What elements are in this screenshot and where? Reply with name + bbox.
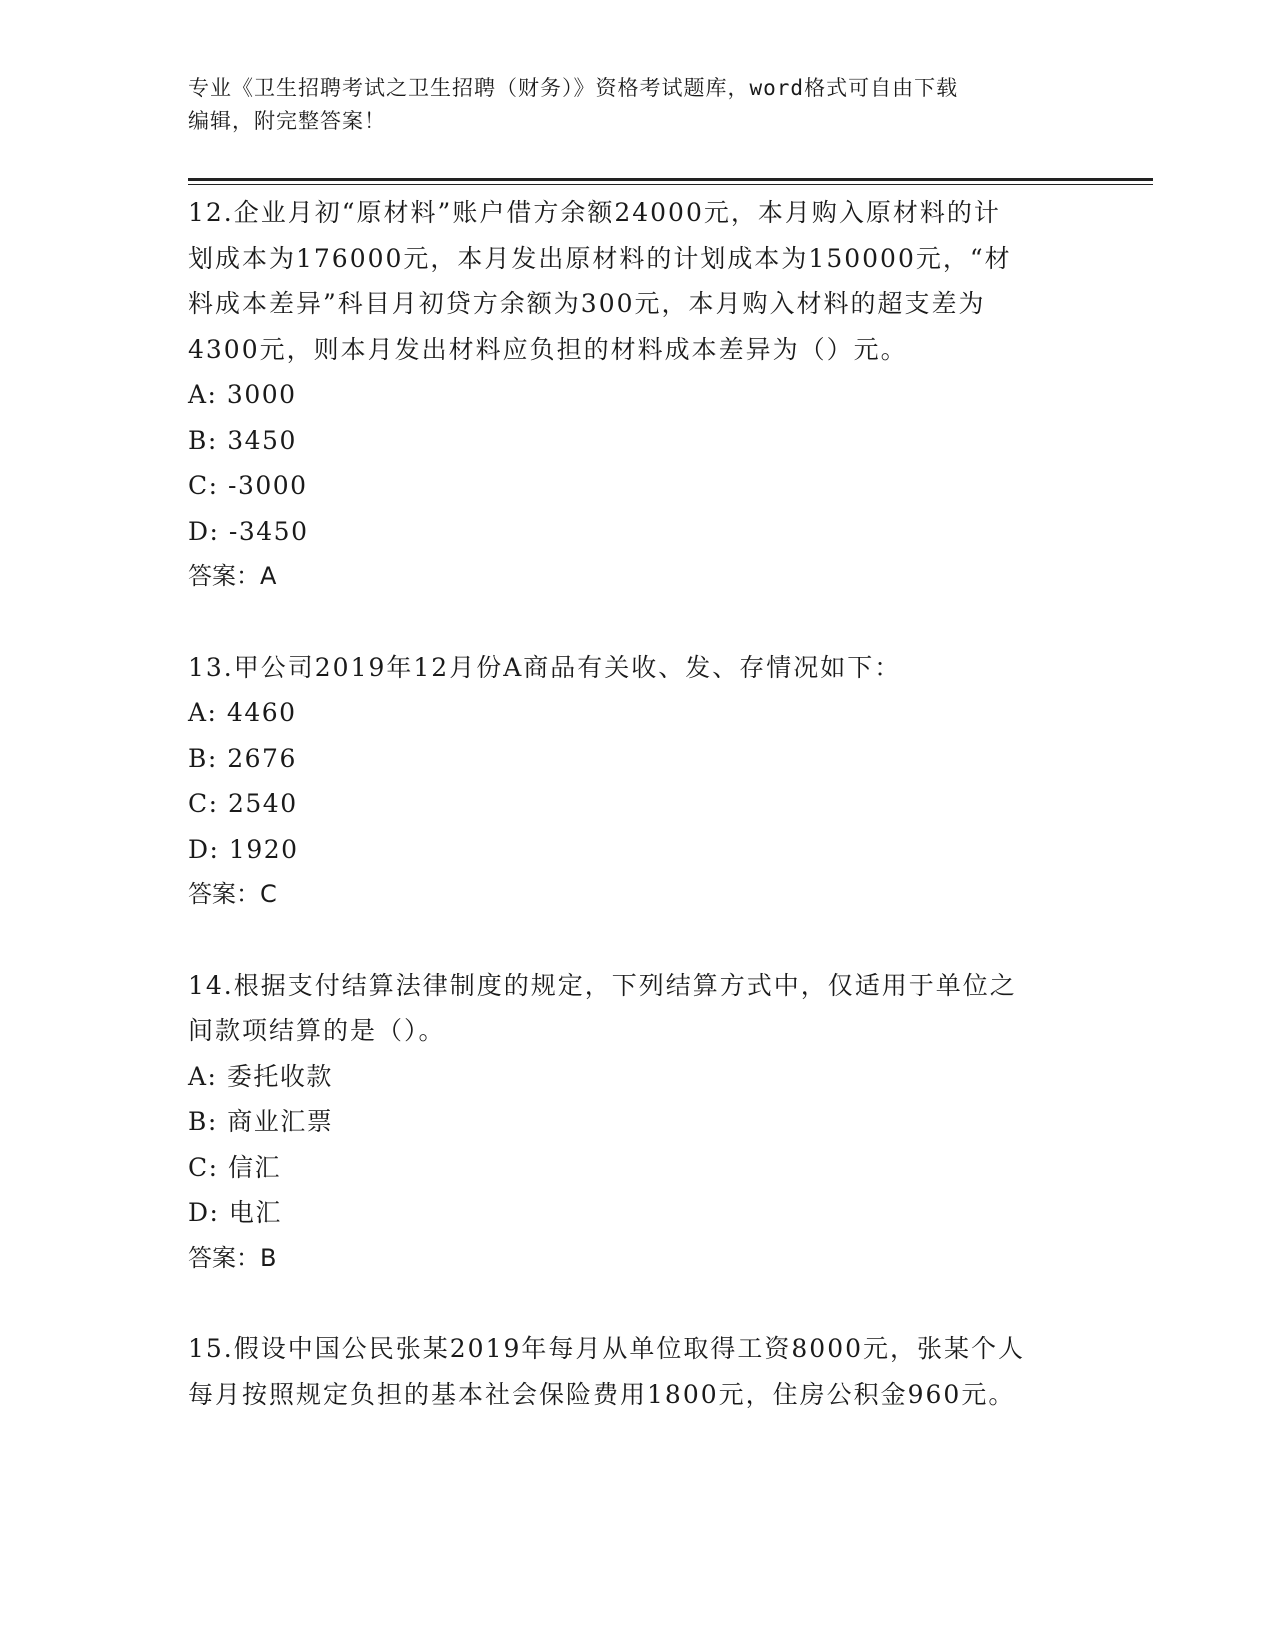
spacer <box>188 600 1088 645</box>
document-header <box>188 72 1068 138</box>
option-b: B: 2676 <box>188 743 297 773</box>
header-divider-thin <box>188 184 1153 185</box>
question-text-line: 间款项结算的是（）。 <box>188 1016 446 1045</box>
answer: 答案：C <box>188 880 277 908</box>
option-d: D: 电汇 <box>188 1198 282 1227</box>
option-b: B: 3450 <box>188 425 297 455</box>
question-text-line: 料成本差异”科目月初贷方余额为300元，本月购入材料的超支差为 <box>188 289 986 318</box>
header-line-2: 编辑，附完整答案！ <box>188 109 386 133</box>
question-text-line: 每月按照规定负担的基本社会保险费用1800元，住房公积金960元。 <box>188 1379 1016 1409</box>
spacer <box>188 918 1088 963</box>
question-text-line: 14.根据支付结算法律制度的规定，下列结算方式中，仅适用于单位之 <box>188 970 1017 1000</box>
question-text-line: 12.企业月初“原材料”账户借方余额24000元，本月购入原材料的计 <box>188 198 1001 227</box>
option-c: C: 2540 <box>188 789 298 818</box>
option-b: B: 商业汇票 <box>188 1107 334 1136</box>
spacer <box>188 1281 1088 1326</box>
option-c: C: -3000 <box>188 471 308 500</box>
question-text-line: 4300元，则本月发出材料应负担的材料成本差异为（）元。 <box>188 334 908 364</box>
option-d: D: 1920 <box>188 834 299 864</box>
header-line-1: 专业《卫生招聘考试之卫生招聘（财务）》资格考试题库，word格式可自由下载 <box>188 76 959 100</box>
question-list <box>188 190 1088 1417</box>
question-15 <box>188 1326 1088 1417</box>
question-14 <box>188 963 1088 1282</box>
header-divider-thick <box>188 178 1153 181</box>
option-a: A: 4460 <box>188 698 297 727</box>
question-text-line: 划成本为176000元，本月发出原材料的计划成本为150000元，“材 <box>188 243 1012 273</box>
option-c: C: 信汇 <box>188 1152 281 1182</box>
question-12 <box>188 190 1088 600</box>
question-13 <box>188 645 1088 918</box>
answer: 答案：A <box>188 562 277 590</box>
option-a: A: 委托收款 <box>188 1061 333 1091</box>
option-d: D: -3450 <box>188 516 309 546</box>
question-text-line: 15.假设中国公民张某2019年每月从单位取得工资8000元，张某个人 <box>188 1334 1026 1363</box>
option-a: A: 3000 <box>188 380 297 409</box>
answer: 答案：B <box>188 1243 277 1272</box>
question-text-line: 13.甲公司2019年12月份A商品有关收、发、存情况如下： <box>188 652 902 682</box>
